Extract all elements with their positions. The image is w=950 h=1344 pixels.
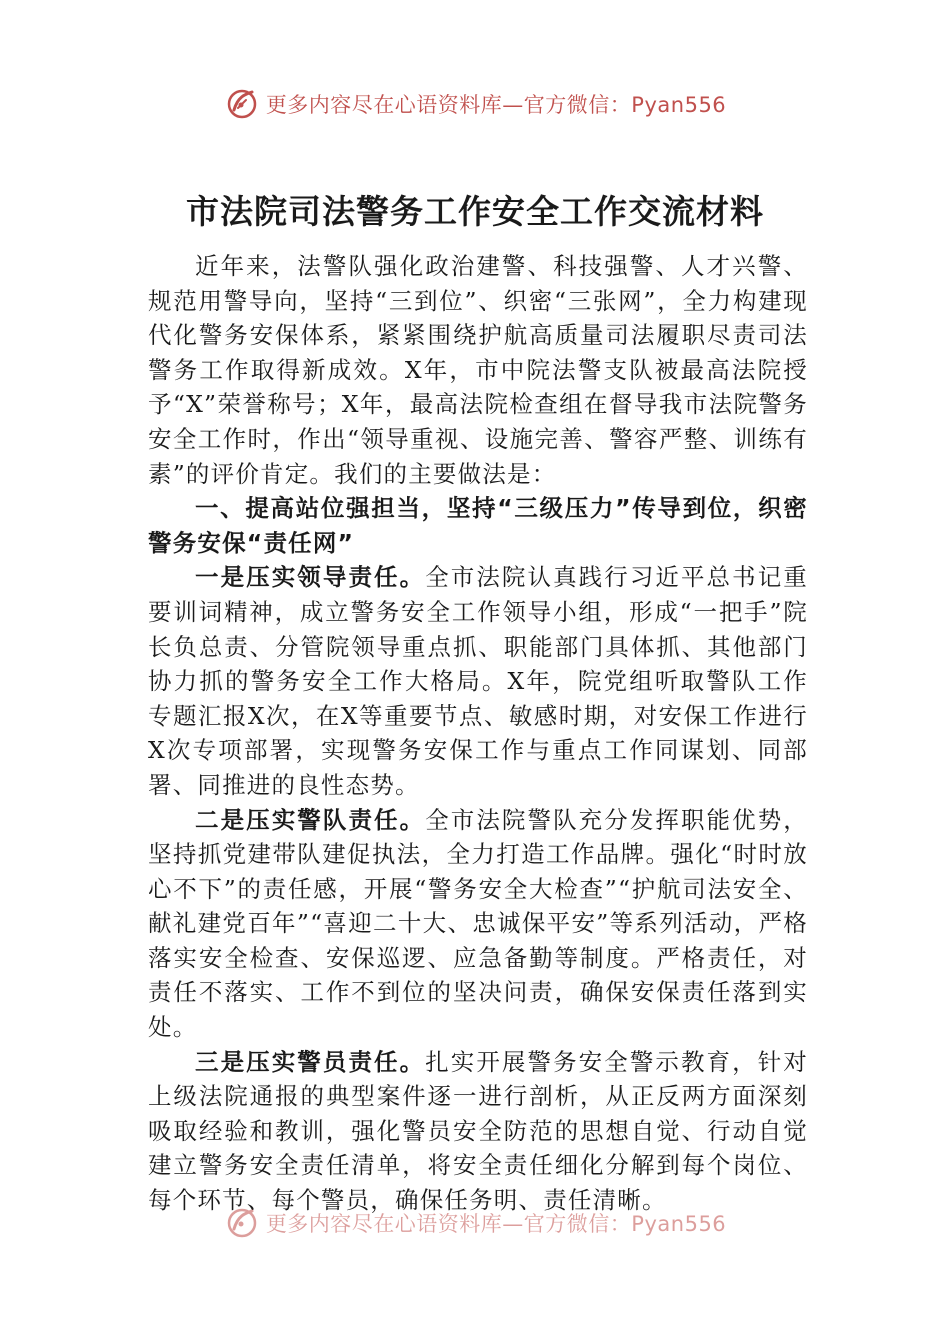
body-paragraph-1 [148, 560, 808, 802]
paragraph-text: 全市法院警队充分发挥职能优势，坚持抓党建带队建促执法，全力打造工作品牌。强化“时时放心不下”的责任感，开展“警务安全大检查”“护航司法安全、献礼建党百年”“喜迎二十大、忠诚保平安”等系列活动，严格落实安全检查、安保巡逻、应急备勤等制度。严格责任，对责任不落实、工作不到位的坚决问责，确保安保责任落到实处。 [148, 805, 808, 1042]
brand-logo-icon [224, 86, 260, 122]
paragraph-lead: 一是压实领导责任。 [195, 563, 426, 592]
paragraph-text: 全市法院认真践行习近平总书记重要训词精神，成立警务安全工作领导小组，形成“一把手”院长负总责、分管院领导重点抓、职能部门具体抓、其他部门协力抓的警务安全工作大格局。X年，院党组听取警队工作专题汇报X次，在X等重要节点、敏感时期，对安保工作进行X次专项部署，实现警务安保工作与重点工作同谋划、同部署、同推进的良性态势。 [148, 563, 808, 799]
document-title: 市法院司法警务工作安全工作交流材料 [186, 192, 764, 231]
brand-logo-icon [224, 1205, 260, 1241]
watermark-text: 更多内容尽在心语资料库—官方微信：Pyan556 [265, 93, 727, 117]
paragraph-text: 扎实开展警务安全警示教育，针对上级法院通报的典型案件逐一进行剖析，从正反两方面深刻吸取经验和教训，强化警员安全防范的思想自觉、行动自觉建立警务安全责任清单，将安全责任细化分解到每个岗位、每个环节、每个警员，确保任务明、责任清晰。 [148, 1047, 808, 1215]
intro-paragraph: 近年来，法警队强化政治建警、科技强警、人才兴警、规范用警导向，坚持“三到位”、织密“三张网”，全力构建现代化警务安保体系，紧紧围绕护航高质量司法履职尽责司法警务工作取得新成效。X年，市中院法警支队被最高法院授予“X”荣誉称号；X年，最高法院检查组在督导我市法院警务安全工作时，作出“领导重视、设施完善、警容严整、训练有素”的评价肯定。我们的主要做法是： [148, 252, 808, 488]
section-heading-1: 一、提高站位强担当，坚持“三级压力”传导到位，织密警务安保“责任网” [148, 494, 808, 557]
watermark-footer [0, 1203, 950, 1243]
document-body [148, 249, 808, 1218]
watermark-text: 更多内容尽在心语资料库—官方微信：Pyan556 [265, 1212, 727, 1236]
paragraph-lead: 三是压实警员责任。 [195, 1047, 426, 1076]
paragraph-lead: 二是压实警队责任。 [195, 805, 426, 834]
body-paragraph-3 [148, 1045, 808, 1218]
body-paragraph-2 [148, 803, 808, 1045]
watermark-header [0, 84, 950, 124]
